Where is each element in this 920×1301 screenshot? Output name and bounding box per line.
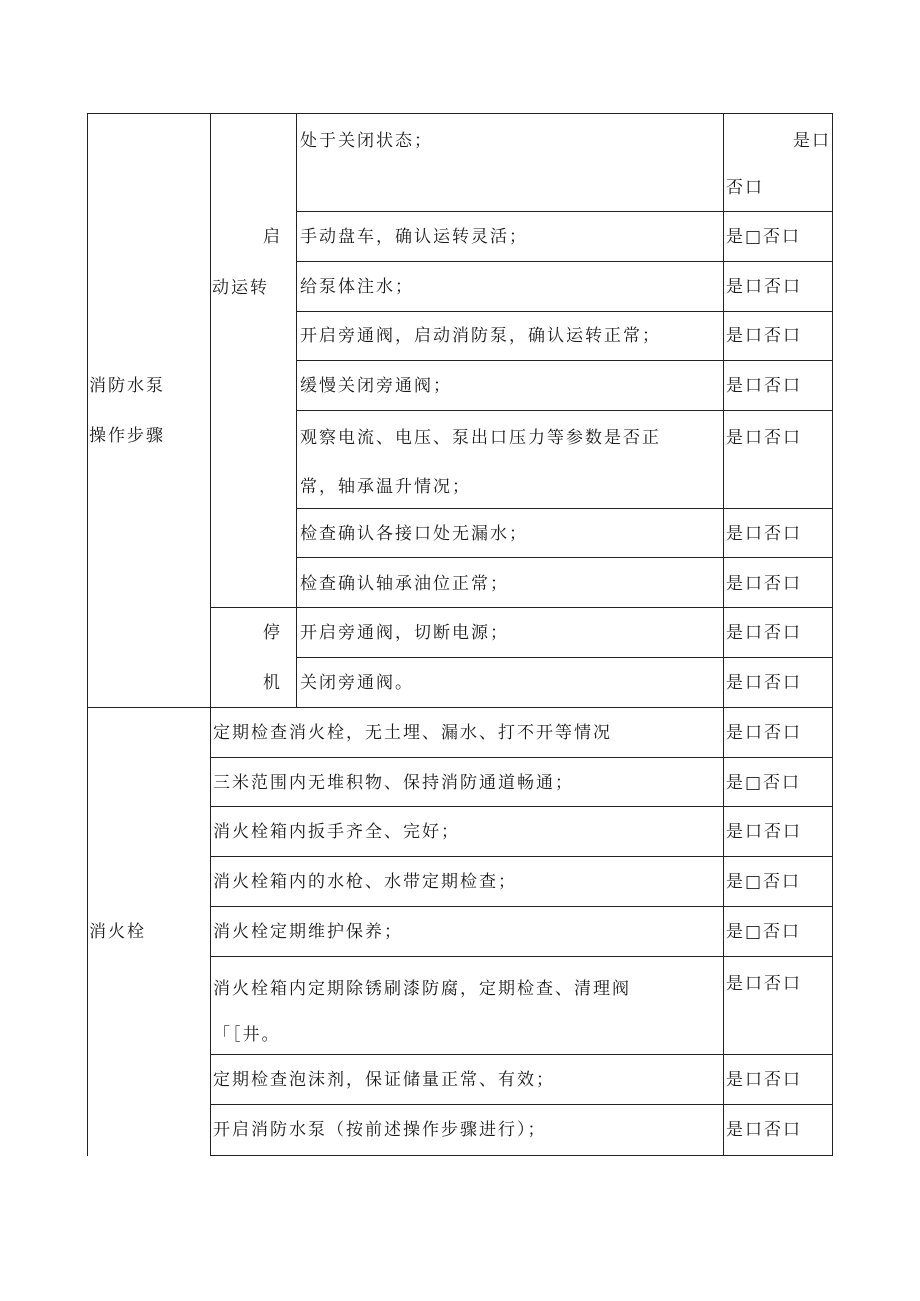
pump-step: 观察电流、电压、泵出口压力等参数是否正 (300, 428, 661, 448)
pump-step: 开启旁通阀，启动消防泵，确认运转正常； (300, 326, 661, 346)
answer-yes-no-checkbox[interactable]: 是口否口 (726, 326, 802, 346)
row-divider (296, 657, 833, 658)
row-divider (296, 311, 833, 312)
answer-yes-no-checkbox[interactable]: 是口否口 (726, 376, 802, 396)
hydrant-item: 消火栓箱内定期除锈刷漆防腐，定期检查、清理阀 (213, 979, 631, 999)
pump-step: 给泵体注水； (300, 277, 414, 297)
hydrant-item: 定期检查消火栓，无土埋、漏水、打不开等情况 (213, 723, 612, 743)
answer-yes-no-checkbox[interactable]: 是口否口 (726, 822, 802, 842)
table-border-bottom (210, 1155, 833, 1156)
hydrant-item: 定期检查泡沫剂，保证储量正常、有效； (213, 1070, 555, 1090)
row-divider (296, 508, 833, 509)
row-divider (296, 360, 833, 361)
pump-section-title-line2: 操作步骤 (89, 426, 165, 446)
section-divider (87, 707, 833, 708)
answer-yes-no-checkbox[interactable]: 是口否口 (726, 974, 802, 994)
stop-label-bottom: 机 (263, 673, 282, 693)
row-divider (210, 806, 833, 807)
table-col-divider-1 (210, 113, 211, 1156)
answer-yes-no-checkbox[interactable]: 是口否口 (726, 673, 802, 693)
hydrant-item: 开启消防水泵（按前述操作步骤进行）； (213, 1120, 547, 1140)
hydrant-item: 消火栓箱内的水枪、水带定期检查； (213, 872, 517, 892)
row-divider (210, 956, 833, 957)
row-divider (296, 261, 833, 262)
pump-step: 手动盘车，确认运转灵活； (300, 227, 528, 247)
start-label-bottom: 动运转 (212, 278, 269, 298)
answer-yes-no-checkbox[interactable]: 是口否口 (726, 723, 802, 743)
row-divider (210, 607, 833, 608)
answer-yes-no-checkbox[interactable]: 是口否口 (726, 1120, 802, 1140)
row-divider (210, 1054, 833, 1055)
table-border-top (87, 113, 833, 114)
pump-step-continued: 常，轴承温升情况； (300, 477, 471, 497)
answer-no-checkbox[interactable]: 否口 (726, 178, 764, 198)
table-col-divider-3 (723, 113, 724, 1156)
row-divider (210, 757, 833, 758)
answer-yes-checkbox[interactable]: 是口 (793, 131, 831, 151)
pump-step: 缓慢关闭旁通阀； (300, 376, 452, 396)
answer-yes-no-checkbox[interactable]: 是口否口 (726, 1070, 802, 1090)
answer-yes-no-checkbox[interactable]: 是口否口 (726, 428, 802, 448)
hydrant-item: 消火栓箱内扳手齐全、完好； (213, 822, 460, 842)
answer-yes-no-checkbox[interactable]: 是口否口 (726, 277, 802, 297)
answer-yes-no-checkbox[interactable]: 是口否口 (726, 524, 802, 544)
hydrant-section-title: 消火栓 (89, 922, 146, 942)
answer-yes-no-checkbox[interactable]: 是□否口 (726, 773, 802, 793)
hydrant-item: 三米范围内无堆积物、保持消防通道畅通； (213, 773, 574, 793)
table-border-left (87, 113, 88, 1156)
pump-step: 检查确认各接口处无漏水； (300, 524, 528, 544)
answer-yes-no-checkbox[interactable]: 是口否口 (726, 574, 802, 594)
row-divider (210, 856, 833, 857)
row-divider (210, 1104, 833, 1105)
stop-label-top: 停 (263, 623, 282, 643)
pump-step: 处于关闭状态； (300, 131, 433, 151)
pump-step: 关闭旁通阀。 (300, 673, 414, 693)
answer-yes-no-checkbox[interactable]: 是□否口 (726, 227, 802, 247)
hydrant-item: 消火栓定期维护保养； (213, 922, 403, 942)
row-divider (296, 211, 833, 212)
pump-step: 检查确认轴承油位正常； (300, 574, 509, 594)
pump-section-title-line1: 消防水泵 (89, 376, 165, 396)
answer-yes-no-checkbox[interactable]: 是□否口 (726, 922, 802, 942)
table-border-right (832, 113, 833, 1156)
pump-step: 开启旁通阀，切断电源； (300, 623, 509, 643)
row-divider (296, 557, 833, 558)
answer-yes-no-checkbox[interactable]: 是口否口 (726, 623, 802, 643)
row-divider (210, 906, 833, 907)
row-divider (296, 410, 833, 411)
hydrant-item-continued: 「［井。 (213, 1025, 281, 1045)
answer-yes-no-checkbox[interactable]: 是□否口 (726, 872, 802, 892)
start-label-top: 启 (263, 227, 282, 247)
